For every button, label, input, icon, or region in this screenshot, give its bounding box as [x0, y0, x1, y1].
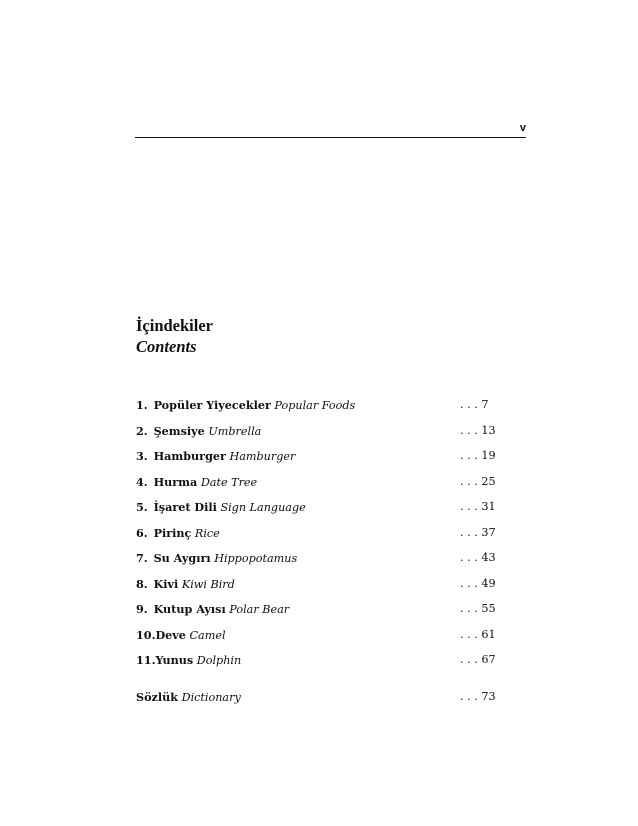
- entry-title-tr: Su Aygırı: [153, 551, 211, 565]
- entry-page: . . . 31: [460, 500, 496, 513]
- toc-entry-2[interactable]: [136, 422, 496, 448]
- entry-number: 2.: [136, 423, 148, 438]
- toc-heading: [136, 315, 213, 357]
- entry-number: 5.: [136, 500, 148, 514]
- toc-entry-6[interactable]: [136, 524, 496, 550]
- header-rule: [135, 137, 526, 138]
- entry-title-tr: Hurma: [153, 474, 198, 489]
- entry-page: . . . 7: [460, 398, 489, 411]
- entry-page: . . . 67: [460, 653, 496, 666]
- entry-title-en: Rice: [194, 526, 220, 540]
- entry-title-tr: Popüler Yiyecekler: [153, 398, 271, 412]
- entry-page: . . . 55: [460, 602, 496, 615]
- entry-title-en: Camel: [189, 628, 226, 642]
- toc-title: İçindekiler: [136, 316, 213, 335]
- toc-entry-1[interactable]: [136, 396, 496, 422]
- entry-title-tr: İşaret Dili: [153, 500, 217, 514]
- page-number: v: [519, 122, 526, 134]
- entry-page: . . . 37: [460, 525, 496, 539]
- entry-page: . . . 19: [460, 449, 496, 462]
- toc-entry-9[interactable]: [136, 600, 496, 626]
- toc-entry-dictionary[interactable]: [136, 688, 496, 714]
- entry-number: 9.: [136, 602, 148, 616]
- entry-title-en: Sign Language: [220, 501, 306, 514]
- entry-title-tr: Kutup Ayısı: [153, 602, 226, 616]
- toc-entry-10[interactable]: [136, 626, 496, 652]
- entry-title-tr: Yunus: [155, 653, 194, 667]
- entry-number: 11.: [136, 653, 156, 667]
- toc-list: [136, 396, 496, 713]
- toc-entry-5[interactable]: [136, 498, 496, 524]
- entry-title-tr: Deve: [155, 627, 186, 642]
- toc-entry-8[interactable]: [136, 575, 496, 601]
- entry-page: . . . 25: [460, 474, 496, 488]
- entry-title-en: Hamburger: [229, 450, 296, 463]
- entry-number: 8.: [136, 576, 148, 591]
- entry-title-en: Hippopotamus: [214, 552, 298, 565]
- entry-title-en: Umbrella: [208, 424, 262, 438]
- entry-page: . . . 73: [460, 689, 496, 703]
- entry-title-tr: Şemsiye: [153, 423, 205, 438]
- entry-number: 1.: [136, 398, 148, 412]
- entry-page: . . . 13: [460, 423, 496, 437]
- entry-number: 7.: [136, 551, 148, 565]
- entry-title-tr: Sözlük: [136, 689, 179, 704]
- entry-title-en: Dictionary: [181, 690, 241, 704]
- entry-number: 6.: [136, 525, 148, 540]
- entry-page: . . . 43: [460, 551, 496, 564]
- toc-entry-4[interactable]: [136, 473, 496, 499]
- entry-title-en: Dolphin: [196, 654, 242, 667]
- entry-number: 4.: [136, 474, 148, 489]
- entry-title-en: Polar Bear: [229, 603, 290, 616]
- entry-number: 10.: [136, 627, 156, 642]
- toc-entry-11[interactable]: [136, 651, 496, 677]
- entry-page: . . . 61: [460, 627, 496, 641]
- entry-title-en: Date Tree: [200, 475, 258, 489]
- entry-number: 3.: [136, 449, 148, 463]
- entry-page: . . . 49: [460, 576, 496, 590]
- toc-subtitle: Contents: [136, 337, 197, 356]
- entry-title-en: Popular Foods: [274, 399, 356, 412]
- entry-title-tr: Kivi: [153, 576, 179, 591]
- toc-entry-7[interactable]: [136, 549, 496, 575]
- entry-title-tr: Pirinç: [153, 525, 192, 540]
- toc-entry-3[interactable]: [136, 447, 496, 473]
- entry-title-tr: Hamburger: [153, 449, 226, 463]
- entry-title-en: Kiwi Bird: [181, 577, 235, 591]
